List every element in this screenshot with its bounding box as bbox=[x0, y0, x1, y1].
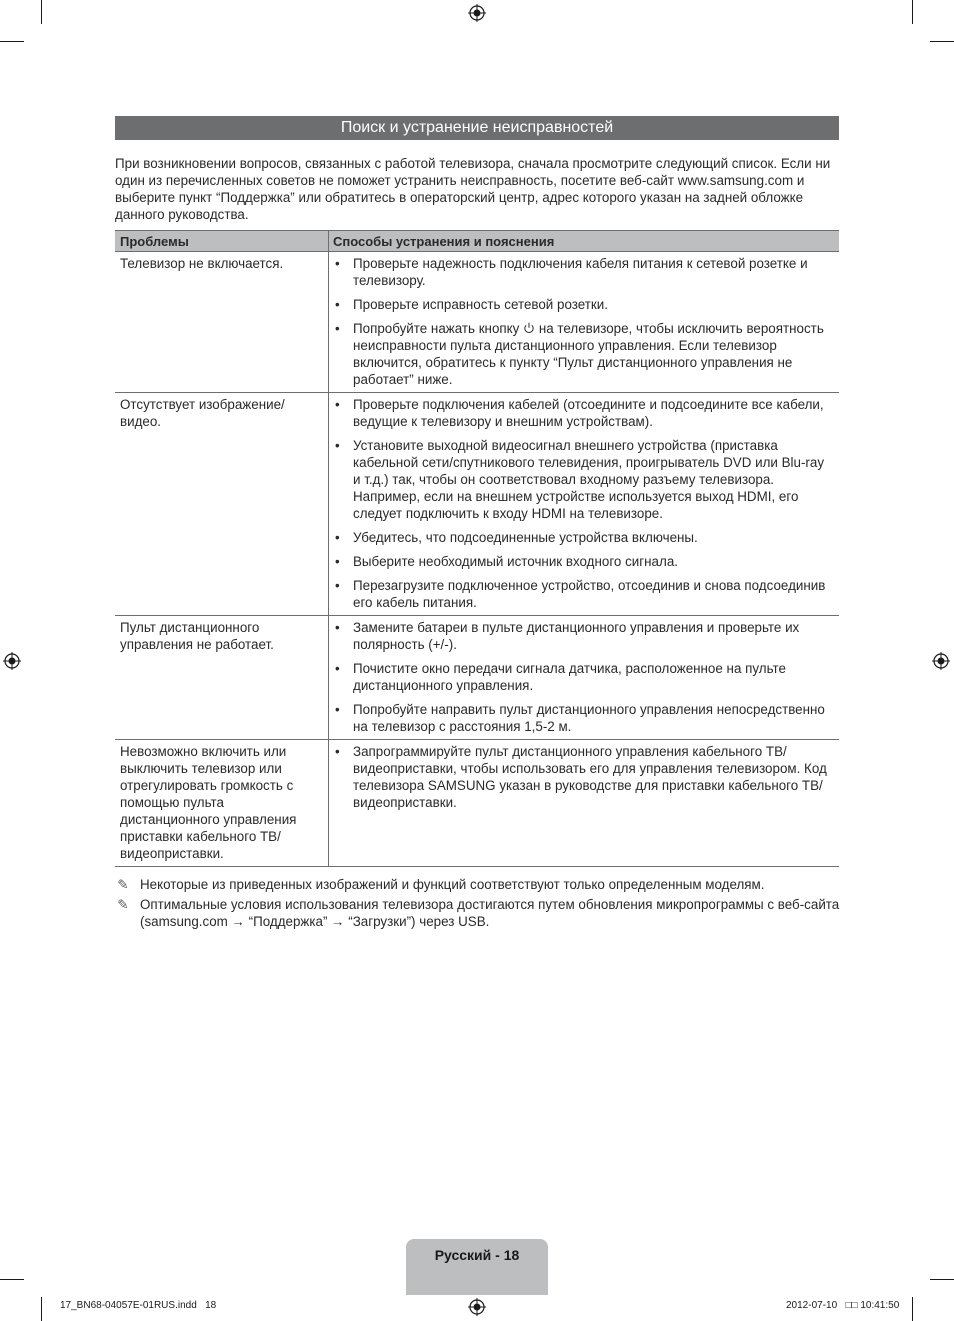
note-text: Некоторые из приведенных изображений и функций соответствуют только определенным моделям. bbox=[140, 877, 765, 892]
solutions-list bbox=[334, 255, 831, 388]
footer-datetime: 2012-07-10 □□ 10:41:50 bbox=[786, 1300, 900, 1311]
list-item: • Проверьте исправность сетевой розетки. bbox=[334, 296, 831, 313]
solutions-cell bbox=[329, 616, 840, 740]
problem-cell: Телевизор не включается. bbox=[115, 252, 329, 393]
list-item: • Перезагрузите подключенное устройство, отсоединив и снова подсоединив его кабель питания. bbox=[334, 577, 831, 611]
registration-mark-icon bbox=[3, 652, 21, 670]
table-row bbox=[115, 740, 839, 867]
notes bbox=[115, 876, 841, 933]
crop-mark bbox=[912, 0, 913, 24]
list-item: • Убедитесь, что подсоединенные устройства включены. bbox=[334, 529, 831, 546]
troubleshooting-table bbox=[115, 230, 839, 867]
list-item: • Проверьте надежность подключения кабеля питания к сетевой розетке и телевизору. bbox=[334, 255, 831, 289]
column-header-solutions: Способы устранения и пояснения bbox=[329, 231, 840, 252]
solutions-list bbox=[334, 619, 831, 735]
registration-mark-icon bbox=[468, 4, 486, 22]
table-header-row bbox=[115, 231, 839, 252]
crop-mark bbox=[930, 41, 954, 42]
solutions-cell bbox=[329, 252, 840, 393]
solutions-list bbox=[334, 743, 831, 811]
solutions-list bbox=[334, 396, 831, 611]
intro-paragraph: При возникновении вопросов, связанных с работой телевизора, сначала просмотрите следующий список. Если ни один из перечисленных советов не поможет устранить неисправность, посетите веб-сайт www.samsung.com и выберите пункт “Поддержка” или обратитесь в операторский центр, адрес которого указан на задней обложке данного руководства. bbox=[115, 156, 831, 222]
list-item: • Запрограммируйте пульт дистанционного управления кабельного ТВ/видеоприставки, чтобы использовать его для управления телевизором. Код телевизора SAMSUNG указан в руководстве для приставки кабельного ТВ/видеоприставки. bbox=[334, 743, 831, 811]
crop-mark bbox=[930, 1279, 954, 1280]
list-item: • Почистите окно передачи сигнала датчика, расположенное на пульте дистанционного управления. bbox=[334, 660, 831, 694]
list-item bbox=[334, 320, 831, 388]
note-item bbox=[115, 876, 841, 893]
solutions-cell bbox=[329, 740, 840, 867]
registration-mark-icon bbox=[468, 1298, 486, 1316]
crop-mark bbox=[0, 1279, 24, 1280]
power-icon bbox=[523, 322, 535, 334]
table-row bbox=[115, 393, 839, 616]
section-title: Поиск и устранение неисправностей bbox=[115, 116, 839, 140]
list-item: • Попробуйте направить пульт дистанционного управления непосредственно на телевизор с расстояния 1,5-2 м. bbox=[334, 701, 831, 735]
table-row bbox=[115, 616, 839, 740]
solution-text-before: Попробуйте нажать кнопку bbox=[353, 321, 520, 336]
problem-cell: Пульт дистанционного управления не работает. bbox=[115, 616, 329, 740]
crop-mark bbox=[912, 1297, 913, 1321]
problem-cell: Отсутствует изображение/видео. bbox=[115, 393, 329, 616]
list-item: • Выберите необходимый источник входного сигнала. bbox=[334, 553, 831, 570]
note-item bbox=[115, 896, 841, 930]
problem-cell: Невозможно включить или выключить телевизор или отрегулировать громкость с помощью пульта дистанционного управления приставки кабельного ТВ/видеоприставки. bbox=[115, 740, 329, 867]
solutions-cell bbox=[329, 393, 840, 616]
registration-mark-icon bbox=[932, 652, 950, 670]
pencil-note-icon: ✎ bbox=[117, 897, 129, 912]
table-row bbox=[115, 252, 839, 393]
page-number-tab: Русский - 18 bbox=[406, 1239, 548, 1295]
footer-file-info: 17_BN68-04057E-01RUS.indd 18 bbox=[60, 1300, 217, 1311]
solution-text-after: на телевизоре, чтобы исключить вероятность неисправности пульта дистанционного управления. Если телевизор включится, обратитесь к пункту “Пульт дистанционного управления не работает” ниже. bbox=[353, 321, 824, 387]
list-item: • Установите выходной видеосигнал внешнего устройства (приставка кабельной сети/спутникового телевидения, проигрыватель DVD или Blu-ray и т.д.) так, чтобы он соответствовал входному разъему телевизора. Например, если на внешнем устройстве используется выход HDMI, его следует подключить к входу HDMI на телевизоре. bbox=[334, 437, 831, 522]
crop-mark bbox=[41, 1297, 42, 1321]
crop-mark bbox=[41, 0, 42, 24]
pencil-note-icon: ✎ bbox=[117, 877, 129, 892]
column-header-problems: Проблемы bbox=[115, 231, 329, 252]
list-item: • Проверьте подключения кабелей (отсоедините и подсоедините все кабели, ведущие к телевизору и внешним устройствам). bbox=[334, 396, 831, 430]
crop-mark bbox=[0, 41, 24, 42]
list-item: • Замените батареи в пульте дистанционного управления и проверьте их полярность (+/-). bbox=[334, 619, 831, 653]
note-text: Оптимальные условия использования телевизора достигаются путем обновления микропрограммы с веб-сайта (samsung.com → “Поддержка” → “Загрузки”) через USB. bbox=[140, 897, 840, 929]
